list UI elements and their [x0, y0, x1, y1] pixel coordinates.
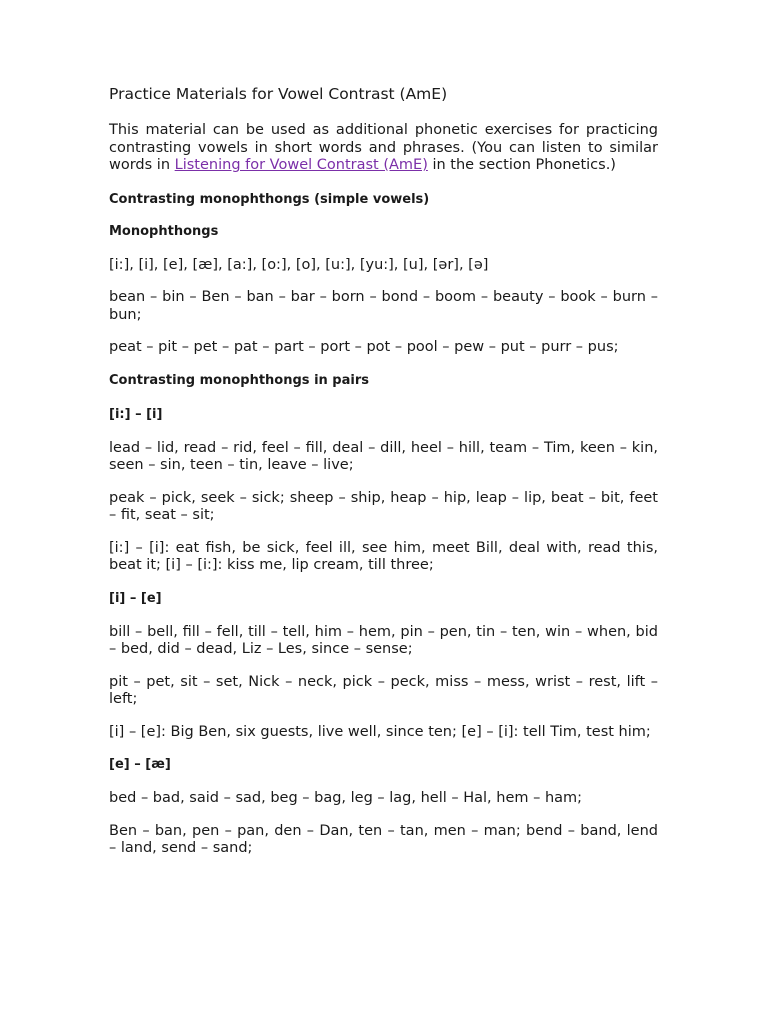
pair1-paragraph-3: [i:] – [i]: eat fish, be sick, feel ill, see him, meet Bill, deal with, read this, beat it; [i] – [i:]: kiss me, lip cream, till three;	[109, 539, 658, 573]
pair2-paragraph-3: [i] – [e]: Big Ben, six guests, live well, since ten; [e] – [i]: tell Tim, test him;	[109, 723, 651, 740]
document-page	[109, 84, 658, 873]
section-heading-pairs: Contrasting monophthongs in pairs	[109, 372, 369, 388]
pair2-paragraph-1: bill – bell, fill – fell, till – tell, him – hem, pin – pen, tin – ten, win – when, bid – bed, did – dead, Liz – Les, since – sense;	[109, 623, 658, 657]
pair1-paragraph-2: peak – pick, seek – sick; sheep – ship, heap – hip, leap – lip, beat – bit, feet – fit, seat – sit;	[109, 489, 658, 523]
subheading-monophthongs: Monophthongs	[109, 223, 219, 239]
intro-text-before: This material can be used as additional phonetic exercises for practicing contrasting vowels in short words and phrases. (You can listen to similar words in	[109, 122, 658, 173]
intro-text-after: in the section Phonetics.)	[427, 157, 616, 173]
pair-heading-i-long-i: [i:] – [i]	[109, 406, 163, 422]
intro-paragraph	[109, 122, 658, 175]
monophthongs-ipa-list: [i:], [i], [e], [æ], [a:], [o:], [o], [u:], [yu:], [u], [ər], [ə]	[109, 256, 489, 273]
page-title: Practice Materials for Vowel Contrast (AmE)	[109, 85, 448, 103]
section-heading-monophthongs: Contrasting monophthongs (simple vowels)	[109, 191, 430, 207]
pair-heading-i-e: [i] – [e]	[109, 590, 162, 606]
monophthongs-paragraph-1: bean – bin – Ben – ban – bar – born – bond – boom – beauty – book – burn – bun;	[109, 289, 658, 323]
pair3-paragraph-1: bed – bad, said – sad, beg – bag, leg – lag, hell – Hal, hem – ham;	[109, 790, 583, 806]
pair1-paragraph-1: lead – lid, read – rid, feel – fill, deal – dill, heel – hill, team – Tim, keen – kin, seen – sin, teen – tin, leave – live;	[109, 439, 658, 473]
monophthongs-paragraph-2: peat – pit – pet – pat – part – port – pot – pool – pew – put – purr – pus;	[109, 339, 619, 355]
listening-link[interactable]: Listening for Vowel Contrast (AmE)	[174, 157, 428, 173]
pair2-paragraph-2: pit – pet, sit – set, Nick – neck, pick – peck, miss – mess, wrist – rest, lift – left;	[109, 673, 658, 707]
pair3-paragraph-2: Ben – ban, pen – pan, den – Dan, ten – tan, men – man; bend – band, lend – land, send – sand;	[109, 822, 658, 856]
pair-heading-e-ae: [e] – [æ]	[109, 757, 171, 772]
